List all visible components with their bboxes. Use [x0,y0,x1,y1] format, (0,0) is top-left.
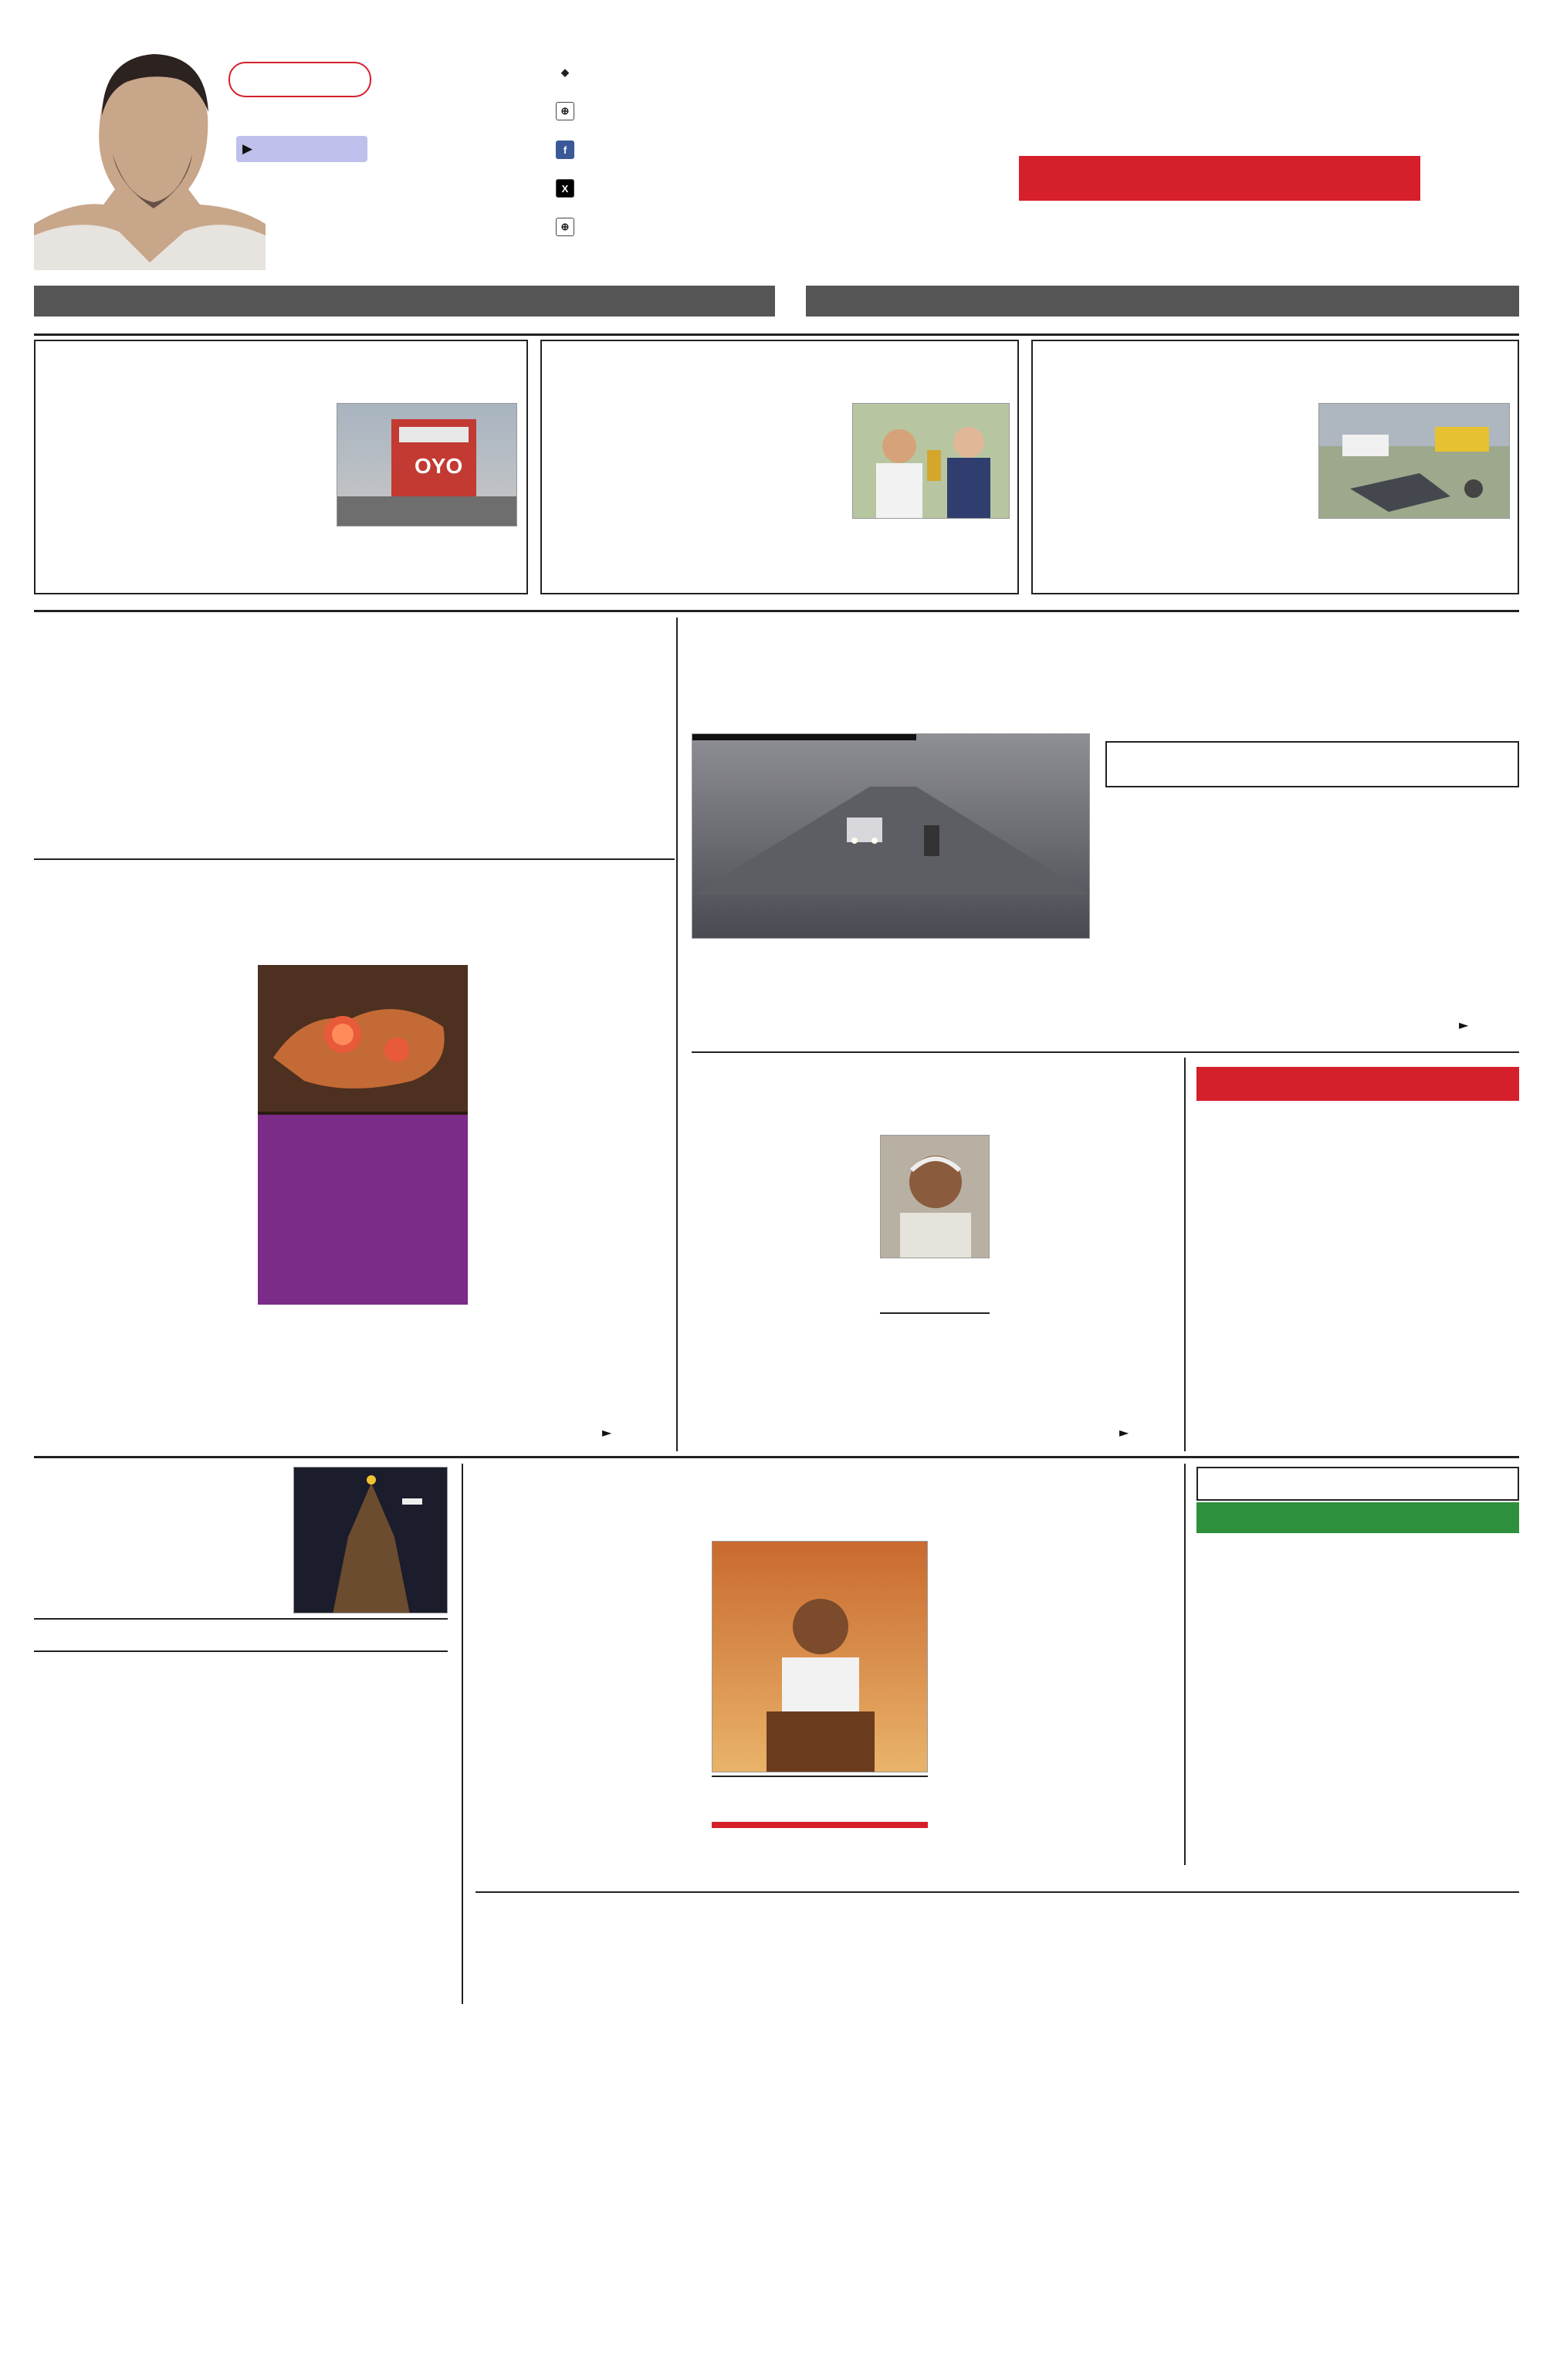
lead-continued[interactable]: ► [602,1425,612,1440]
brief-helicopter[interactable] [1031,340,1519,594]
lead-body-col1 [34,869,244,1317]
farmer-photo [880,1135,990,1258]
logo-english-band [1019,156,1420,201]
lead-body-col2 [258,869,468,962]
brief-cricket-title [553,349,1007,397]
madho-photo-caption-a [712,1776,928,1777]
cold-subtitle [1105,741,1519,787]
cold-continued[interactable]: ► [1459,1017,1469,1032]
promo-arrow-icon: ▶ [242,141,253,157]
svg-text:OYO: OYO [415,454,463,478]
promo-tag-line2 [258,100,350,131]
bjd-body [1196,1274,1519,1444]
cold-body-left [692,948,1090,1033]
farmer-body-right [1000,1135,1173,1428]
brief-cricket[interactable] [540,340,1019,594]
lead-subtitle [34,811,667,854]
x-icon: X [556,179,574,198]
issue-bar-odia [806,286,1519,317]
bjd-sub-head [1196,1467,1519,1501]
madho-title [475,1474,1170,1525]
facebook-icon: f [556,140,574,159]
cm-speech-photo [712,1541,928,1772]
drone-subtitle [34,1618,448,1652]
lead-title [34,633,667,733]
bjd-title-line1 [1196,1109,1519,1173]
bjd-continued-body [1196,1544,1519,1884]
farmer-title [692,1065,1170,1119]
contact-block [556,62,772,238]
lead-body-bottom [34,1320,675,1436]
virus-map-graphic [258,965,468,1112]
issue-bar-english [34,286,775,317]
drone-title-line1 [34,1467,281,1519]
madho-body-left [475,1541,699,1881]
bjd-sub-head-2 [1196,1502,1519,1533]
oyo-hotel-photo [337,403,517,526]
brief-oyo-title [46,349,516,397]
madho-photo-caption-b [712,1822,928,1828]
farmer-side-note [880,1312,990,1320]
temple-drone-photo [293,1467,448,1613]
farmer-body-left [692,1135,869,1444]
brief-helicopter-title [1044,349,1507,397]
helicopter-crash-photo [1318,403,1510,519]
promo-tag-line1 [228,62,371,97]
farmer-continued[interactable]: ► [1119,1425,1129,1440]
cold-body-right [1105,803,1519,1034]
virus-callout [258,965,468,1305]
promo-box[interactable] [34,31,374,270]
registration-icon: ◆ [561,66,569,78]
fog-photo-caption [692,734,916,740]
globe-icon: ⊕ [556,102,574,120]
bjd-title-line2 [1196,1176,1519,1241]
brief-oyo[interactable] [34,340,528,594]
lead-body-col3 [482,869,675,1317]
fog-photo [692,733,1090,939]
madho-body-right [940,1541,1169,1881]
drone-title-line2 [34,1524,281,1576]
globe-icon: ⊕ [556,218,574,236]
cold-title [692,641,1519,718]
drone-body [34,1660,448,1969]
promo-portrait [34,31,266,270]
cricket-trophy-photo [852,403,1010,519]
masthead-logo[interactable] [919,17,1521,210]
bjd-tag [1196,1067,1519,1101]
